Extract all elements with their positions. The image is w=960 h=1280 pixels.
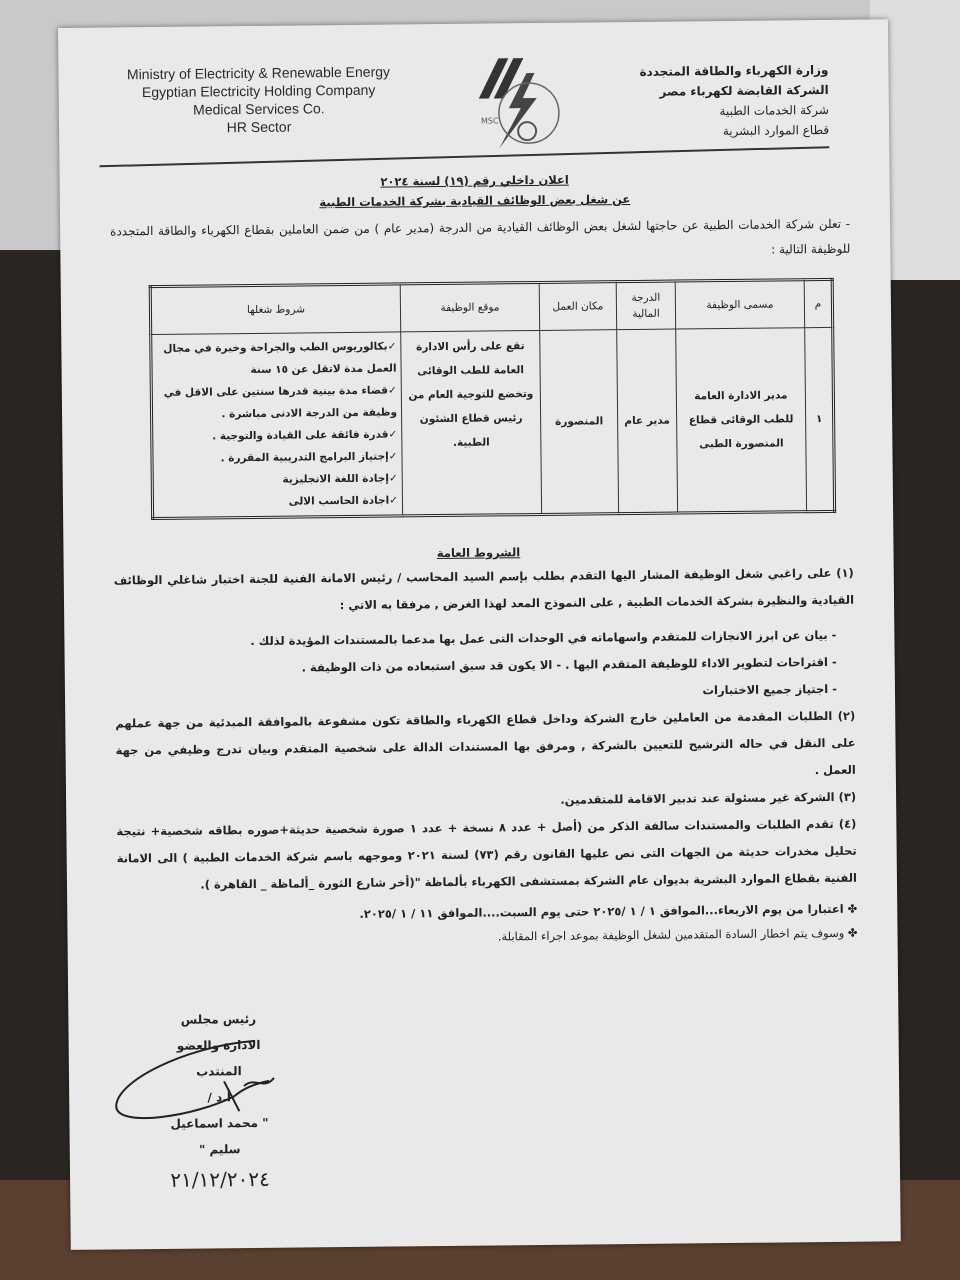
interview-notice: ✤ وسوف يتم اخطار السادة المتقدمين لشغل الوظيفة بموعد اجراء المقابلة.: [497, 925, 858, 944]
sector-en: HR Sector: [226, 118, 292, 136]
condition-item: ✓اجادة الحاسب الالى: [288, 494, 399, 508]
signature-date: ٢١/١٢/٢٠٢٤: [170, 1166, 270, 1192]
sector-ar: قطاع الموارد البشرية: [722, 122, 830, 139]
bullet-proposals: - اقتراحات لتطوير الاداء للوظيفة المتقدم اليها . - الا يكون قد سبق استبعاده من ذات الوظيفة .: [301, 654, 837, 675]
bullet-achievements: - بيان عن ابرز الانجازات للمتقدم واسهاماته في الوحدات التى عمل بها مدعما بالمستندات المؤيدة لذلك .: [250, 627, 837, 649]
header-english: [113, 62, 404, 137]
col-location: موقع الوظيفة: [400, 282, 539, 331]
col-conditions: شروط شغلها: [150, 284, 400, 335]
condition-2: (٢) الطلبات المقدمة من العاملين خارج الشركة وداخل قطاع الكهرباء والطاقة تكون مشفوعة بالموافقة المبدئية من جهة عملهم على النقل في حاله الترشيح للتعيين بالشركة , ومرفق بها المستندات الدالة على شخصية المتقدم وبيان تدرج وظيفي من جهة العمل .: [115, 708, 856, 778]
document-page: [58, 19, 901, 1250]
condition-item: ✓بكالوريوس الطب والجراحة وخبرة في مجال العمل مدة لاتقل عن ١٥ سنة: [163, 340, 397, 377]
signatory-prefix: أ.د /: [207, 1090, 231, 1105]
application-dates: ✤ اعتبارا من يوم الاربعاء...الموافق ١ / ١ /٢٠٢٥ حتى يوم السبت....الموافق ١١ / ١ /٢٠٢٥.: [359, 901, 858, 921]
subsidiary-ar: شركة الخدمات الطبية: [719, 102, 829, 119]
cell-place: المنصورة: [540, 330, 619, 515]
announcement-subtitle: عن شغل بعض الوظائف القيادية بشركة الخدمات الطبية: [319, 192, 631, 210]
company-logo: [458, 53, 569, 154]
signatory-title-2: الادارة والعضو المنتدب: [176, 1037, 261, 1079]
col-grade: الدرجة المالية: [616, 281, 675, 330]
company-en: Egyptian Electricity Holding Company: [141, 81, 376, 101]
condition-item: ✓قدرة فائقة على القيادة والتوجية .: [212, 428, 398, 443]
ministry-en: Ministry of Electricity & Renewable Energy: [126, 63, 391, 83]
header-arabic: [639, 60, 829, 142]
condition-item: ✓إجادة اللغة الانجليزية: [282, 472, 398, 486]
condition-item: ✓قضاء مدة بينية قدرها سنتين على الاقل في وظيفة من الدرجة الادنى مباشرة .: [163, 384, 398, 421]
general-conditions-title: الشروط العامة: [436, 545, 521, 561]
ministry-ar: وزارة الكهرباء والطاقة المتجددة: [639, 62, 829, 79]
cell-location: تقع على رأس الادارة العامة للطب الوقائى وتخضع للتوجية العام من رئيس قطاع الشئون الطبية.: [401, 330, 542, 515]
condition-3: (٣) الشركة غير مسئولة عند تدبير الاقامة للمتقدمين.: [560, 789, 857, 807]
cell-grade: مدير عام: [617, 329, 678, 514]
condition-1: (١) على راغبي شغل الوظيفة المشار اليها التقدم بطلب بإسم السيد المحاسب / رئيس الامانة الفنية للجنة اختبار شاغلي الوظائف القيادية والنظيرة بشركة الخدمات الطبية , على النموذج المعد لهذا الغرض , مرفقا به الاتي :: [113, 565, 855, 613]
company-ar: الشركة القابضة لكهرباء مصر: [659, 82, 829, 99]
handwritten-signature: [104, 1036, 285, 1128]
subsidiary-en: Medical Services Co.: [193, 100, 325, 118]
col-place: مكان العمل: [539, 282, 616, 331]
cell-conditions: [151, 332, 403, 519]
table-header-row: [150, 279, 832, 334]
announcement-title: اعلان داخلي رقم (١٩) لسنة ٢٠٢٤: [380, 172, 569, 189]
job-table: [149, 278, 836, 520]
intro-paragraph: - تعلن شركة الخدمات الطبية عن حاجتها لشغل بعض الوظائف القيادية من الدرجة (مدير عام ) من ضمن العاملين بقطاع الكهرباء والطاقة المتجددة للوظيفة التالية :: [110, 216, 851, 257]
cell-title: مدير الادارة العامة للطب الوقائى قطاع المنصورة الطبى: [676, 328, 807, 513]
cell-num: ١: [805, 327, 835, 511]
condition-item: ✓إجتياز البرامج التدريبية المقررة .: [220, 450, 398, 465]
general-conditions: [114, 560, 858, 951]
col-num: م: [804, 279, 833, 327]
signatory-name: " محمد اسماعيل سليم ": [170, 1115, 269, 1157]
col-title: مسمى الوظيفة: [675, 280, 804, 329]
svg-text:MSC: MSC: [480, 116, 499, 126]
table-row: [151, 327, 835, 518]
bullet-tests: - اجتياز جميع الاختبارات: [702, 681, 838, 698]
signatory-title-1: رئيس مجلس: [180, 1011, 257, 1027]
condition-4: (٤) تقدم الطلبات والمستندات سالفة الذكر من (أصل + عدد ٨ نسخة + عدد ١ صورة شخصية حديثة+صوره بطاقه شخصية+ نتيجة تحليل مخدرات حديثة من الجهات التى نص عليها القانون رقم (٧٣) لسنة ٢٠٢١ وموجهه باسم شركة الخدمات الطبية ) الى الامانة الفنية بقطاع الموارد البشرية بديوان عام الشركة بمستشفى الكهرباء بألماظة "(أخر شارع الثورة _ألماظة _ القاهرة ).: [116, 816, 858, 892]
